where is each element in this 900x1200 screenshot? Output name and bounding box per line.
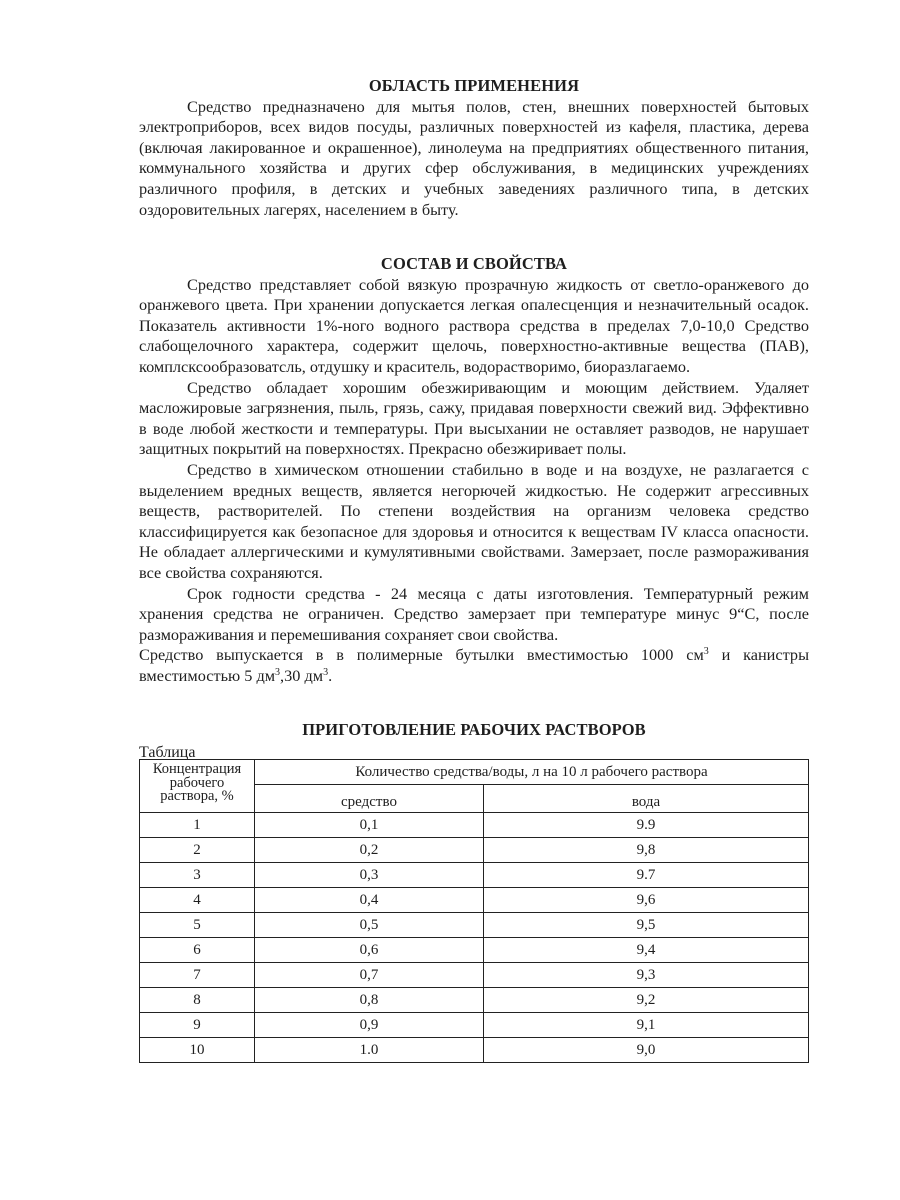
section-solutions: [139, 720, 809, 763]
cell-agent: 0,2: [255, 838, 484, 863]
cell-agent: 1.0: [255, 1038, 484, 1063]
cell-agent: 0,8: [255, 988, 484, 1013]
packaging-sup-c: 3: [323, 666, 329, 678]
paragraph-packaging: [139, 645, 809, 686]
paragraph-composition-cleaning: Средство обладает хорошим обезжиривающим и моющим действием. Удаляет масложировые загрязнения, пыль, грязь, сажу, придавая поверхности свежий вид. Эффективно в воде любой жесткости и температуры. При высыхании не оставляет разводов, не нарушает защитных покрытий на поверхностях. Прекрасно обезжиривает полы.: [139, 377, 809, 459]
cell-water: 9.7: [484, 863, 809, 888]
solutions-table: [139, 759, 809, 1063]
packaging-text-a: Средство выпускается в в полимерные бутылки вместимостью 1000 см: [139, 645, 704, 665]
header-quantity-group: Количество средства/воды, л на 10 л рабочего раствора: [255, 760, 809, 785]
packaging-text-c: ,30 дм: [280, 665, 324, 685]
cell-concentration: 9: [140, 1013, 255, 1038]
section-composition: [139, 254, 809, 686]
table-caption: Таблица: [139, 743, 196, 761]
cell-agent: 0,9: [255, 1013, 484, 1038]
cell-concentration: 6: [140, 938, 255, 963]
cell-agent: 0,1: [255, 813, 484, 838]
cell-water: 9,6: [484, 888, 809, 913]
cell-concentration: 4: [140, 888, 255, 913]
header-water: вода: [484, 785, 809, 813]
packaging-sup-a: 3: [703, 646, 709, 658]
packaging-text-b: и канистры вместимостью 5 дм: [139, 645, 810, 685]
table-row: [140, 963, 809, 988]
cell-agent: 0,7: [255, 963, 484, 988]
cell-concentration: 3: [140, 863, 255, 888]
section-scope: [139, 76, 809, 220]
cell-water: 9,1: [484, 1013, 809, 1038]
cell-agent: 0,4: [255, 888, 484, 913]
cell-water: 9.9: [484, 813, 809, 838]
packaging-sup-b: 3: [275, 666, 281, 678]
cell-water: 9,0: [484, 1038, 809, 1063]
paragraph-composition-safety: Средство в химическом отношении стабильно в воде и на воздухе, не разлагается с выделением вредных веществ, является негорючей жидкостью. Не содержит агрессивных веществ, растворителей. По степени воздействия на организм человека средство классифицируется как безопасное для здоровья и относится к веществам IV класса опасности. Не обладает аллергическими и кумулятивными свойствами. Замерзает, после размораживания все свойства сохраняются.: [139, 459, 809, 582]
cell-water: 9,3: [484, 963, 809, 988]
cell-agent: 0,5: [255, 913, 484, 938]
cell-water: 9,4: [484, 938, 809, 963]
table-row: [140, 838, 809, 863]
cell-water: 9,2: [484, 988, 809, 1013]
cell-water: 9,8: [484, 838, 809, 863]
cell-concentration: 5: [140, 913, 255, 938]
packaging-text-d: .: [328, 665, 333, 685]
cell-concentration: 2: [140, 838, 255, 863]
section-heading-solutions: ПРИГОТОВЛЕНИЕ РАБОЧИХ РАСТВОРОВ: [302, 720, 646, 739]
cell-concentration: 10: [140, 1038, 255, 1063]
table-row: [140, 988, 809, 1013]
table-row: [140, 863, 809, 888]
section-heading-scope: ОБЛАСТЬ ПРИМЕНЕНИЯ: [368, 76, 580, 95]
table-row: [140, 913, 809, 938]
section-heading-composition: СОСТАВ И СВОЙСТВА: [380, 254, 568, 273]
table-row: [140, 888, 809, 913]
cell-concentration: 8: [140, 988, 255, 1013]
cell-agent: 0,6: [255, 938, 484, 963]
table-row: [140, 813, 809, 838]
paragraph-scope: Средство предназначено для мытья полов, стен, внешних поверхностей бытовых электроприборов, всех видов посуды, различных поверхностей из кафеля, пластика, дерева (включая лакированное и окрашенное), линолеума на предприятиях общественного питания, коммунального хозяйства и других сфер обслуживания, в медицинских учреждениях различного профиля, в детских и учебных заведениях различного типа, в детских оздоровительных лагерях, населением в быту.: [139, 96, 809, 219]
table-row: [140, 1013, 809, 1038]
table-row: [140, 1038, 809, 1063]
cell-concentration: 7: [140, 963, 255, 988]
header-agent: средство: [255, 785, 484, 813]
cell-concentration: 1: [140, 813, 255, 838]
paragraph-composition-description: Средство представляет собой вязкую прозрачную жидкость от светло-оранжевого до оранжевого цвета. При хранении допускается легкая опалесценция и незначительный осадок. Показатель активности 1%-ного водного раствора средства в пределах 7,0-10,0 Средство слабощелочного характера, содержит щелочь, поверхностно-активные вещества (ПАВ), комплсксообразоватсль, отдушку и краситель, водорастворимо, биоразлагаемо.: [139, 274, 809, 376]
paragraph-composition-shelf-life: Срок годности средства - 24 месяца с даты изготовления. Температурный режим хранения средства не ограничен. Средство замерзает при температуре минус 9“С, после размораживания и перемешивания сохраняет свои свойства.: [139, 583, 809, 644]
cell-agent: 0,3: [255, 863, 484, 888]
header-concentration: Концентрация рабочего раствора, %: [140, 760, 255, 813]
cell-water: 9,5: [484, 913, 809, 938]
table-row: [140, 938, 809, 963]
